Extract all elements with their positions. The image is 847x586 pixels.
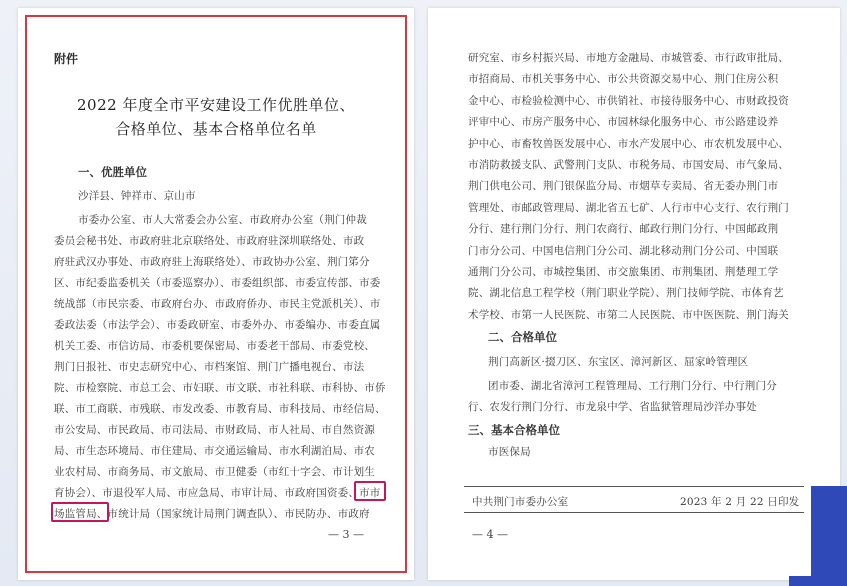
footer-rule-bottom [464,512,804,513]
section-3-line-1: 市医保局 [488,446,531,458]
right-body-line: 分行、建行荆门分行、荆门农商行、邮政行荆门分行、中国邮政荆 [468,223,779,236]
section-2-line-2: 团市委、湖北省漳河工程管理局、工行荆门分行、中行荆门分 [488,380,777,392]
attachment-label: 附件 [54,52,79,66]
left-body-line: 业农村局、市商务局、市文旅局、市卫健委（市红十字会、市计划生 [54,466,375,478]
highlight-box-1 [354,481,386,501]
section-2-line-1: 荆门高新区·掇刀区、东宝区、漳河新区、屈家岭管理区 [488,356,749,368]
corner-decoration [811,486,847,586]
footer-rule-top [464,486,804,487]
left-body-line: 育协会）、市退役军人局、市应急局、市审计局、市政府国资委、市市 [54,487,381,499]
left-body-line: 委政法委（市法学会）、市委政研室、市委外办、市委编办、市委直属 [54,319,381,331]
right-body-line: 市招商局、市机关事务中心、市公共资源交易中心、荆门住房公积 [468,73,779,86]
left-body-line: 荆门日报社、市史志研究中心、市档案馆、荆门广播电视台、市法 [54,361,365,373]
title-line-1: 2022 年度全市平安建设工作优胜单位、 [77,96,355,114]
section-2-line-3: 行、农发行荆门分行、市龙泉中学、省监狱管理局沙洋办事处 [468,401,757,413]
corner-decoration-bar [789,576,833,586]
right-body-line: 门市分公司、中国电信荆门分公司、湖北移动荆门分公司、中国联 [468,244,779,257]
section-2-heading: 二、合格单位 [488,330,557,344]
left-body-line: 统战部（市民宗委、市政府台办、市政府侨办、市民主党派机关）、市 [54,298,381,310]
left-body-line: 场监管局、市统计局（国家统计局荆门调查队）、市民防办、市政府 [54,508,370,520]
left-body-line: 院、市检察院、市总工会、市妇联、市文联、市社科联、市科协、市侨 [54,382,386,394]
highlight-box-2 [51,502,109,522]
section-1-heading: 一、优胜单位 [78,165,147,179]
left-body-line: 市公安局、市民政局、市司法局、市财政局、市人社局、市自然资源 [54,424,375,436]
left-body-line: 府驻武汉办事处、市政府驻上海联络处）、市政协办公室、荆门笫分 [54,256,370,268]
document-page-4 [428,8,840,580]
left-body-line: 区、市纪委监委机关（市委巡察办）、市委组织部、市委宣传部、市委 [54,277,381,289]
title-line-2: 合格单位、基本合格单位名单 [115,120,317,138]
right-body-line: 荆门供电公司、荆门银保监分局、市烟草专卖局、省无委办荆门市 [468,180,779,193]
left-body-line: 委员会秘书处、市政府驻北京联络处、市政府驻深圳联络处、市政 [54,235,365,247]
right-body-line: 评审中心、市房产服务中心、市园林绿化服务中心、市公路建设养 [468,116,779,129]
right-body-line: 市消防救援支队、武警荆门支队、市税务局、市国安局、市气象局、 [468,159,789,171]
section-1-subline: 沙洋县、钟祥市、京山市 [78,190,196,202]
document-page-3 [18,8,414,580]
right-body-line: 院、湖北信息工程学校（荆门职业学院）、荆门技师学院、市体育艺 [468,287,784,300]
right-body-line: 护中心、市畜牧兽医发展中心、市水产发展中心、市农机发展中心、 [468,137,789,150]
right-body-line: 通荆门分公司、市城控集团、市交旅集团、市荆集团、荆楚理工学 [468,266,779,278]
left-body-line: 局、市生态环境局、市住建局、市交通运输局、市水利湖泊局、市农 [54,445,375,457]
footer-date: 2023 年 2 月 22 日印发 [680,496,800,508]
left-body-line: 市委办公室、市人大常委会办公室、市政府办公室（荆门仲裁 [78,214,367,226]
left-body-line: 机关工委、市信访局、市委机要保密局、市委老干部局、市委党校、 [54,340,375,352]
left-body-line: 联、市工商联、市残联、市发改委、市教育局、市科技局、市经信局、 [54,403,386,415]
right-body-line: 管理处、市邮政管理局、湖北省五七矿、人行市中心支行、农行荆门 [468,201,789,214]
page-number-right: — 4 — [472,528,508,541]
right-body-line: 金中心、市检验检测中心、市供销社、市接待服务中心、市财政投资 [468,94,789,107]
footer-issuer: 中共荆门市委办公室 [472,496,569,508]
page-number-left: — 3 — [328,528,364,541]
section-3-heading: 三、基本合格单位 [468,423,560,437]
right-body-line: 术学校、市第一人民医院、市第二人民医院、市中医医院、荆门海关 [468,308,789,321]
right-body-line: 研究室、市乡村振兴局、市地方金融局、市城管委、市行政审批局、 [468,52,789,64]
